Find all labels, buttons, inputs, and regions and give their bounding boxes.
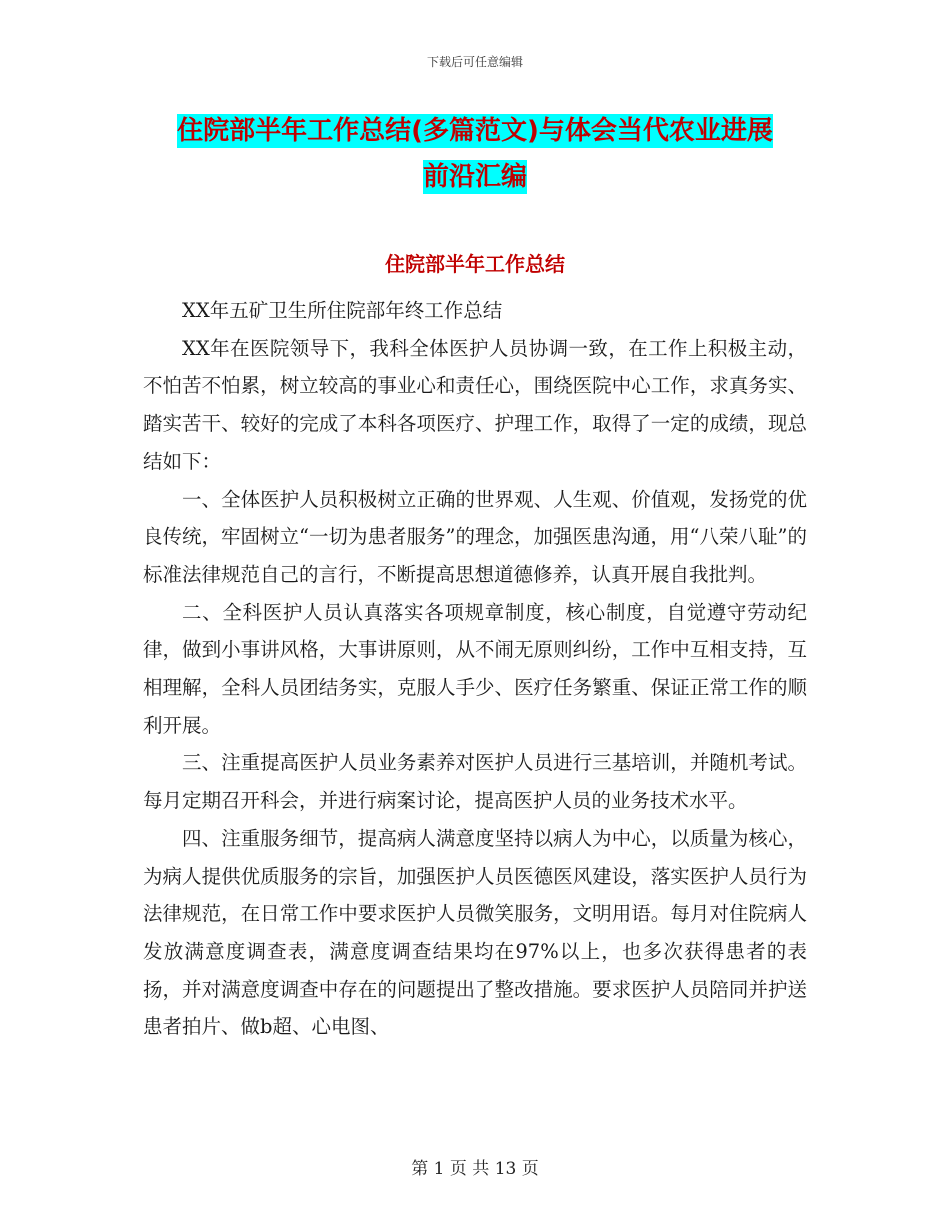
page-number: 第 1 页 共 13 页 bbox=[411, 1159, 539, 1179]
paragraph-item-3: 三、注重提高医护人员业务素养对医护人员进行三基培训，并随机考试。每月定期召开科会，并进行病案讨论，提高医护人员的业务技术水平。 bbox=[143, 751, 807, 813]
section-title: 住院部半年工作总结 bbox=[385, 252, 565, 276]
paragraph-item-1: 一、全体医护人员积极树立正确的世界观、人生观、价值观，发扬党的优良传统，牢固树立“一切为患者服务”的理念，加强医患沟通，用“八荣八耻”的标准法律规范自己的言行，不断提高思想道德修养，认真开展自我批判。 bbox=[143, 487, 807, 586]
page-header-note: 下载后可任意编辑 bbox=[426, 55, 523, 69]
paragraph-item-4: 四、注重服务细节，提高病人满意度坚持以病人为中心，以质量为核心，为病人提供优质服务的宗旨，加强医护人员医德医风建设，落实医护人员行为法律规范，在日常工作中要求医护人员微笑服务，文明用语。每月对住院病人发放满意度调查表，满意度调查结果均在97%以上，也多次获得患者的表扬，并对满意度调查中存在的问题提出了整改措施。要求医护人员陪同并护送患者拍片、做b超、心电图、 bbox=[143, 826, 807, 1039]
paragraph-item-2: 二、全科医护人员认真落实各项规章制度，核心制度，自觉遵守劳动纪律，做到小事讲风格，大事讲原则，从不闹无原则纠纷，工作中互相支持，互相理解，全科人员团结务实，克服人手少、医疗任务繁重、保证正常工作的顺利开展。 bbox=[143, 600, 807, 737]
paragraph-intro: XX年在医院领导下，我科全体医护人员协调一致，在工作上积极主动，不怕苦不怕累，树立较高的事业心和责任心，围绕医院中心工作，求真务实、踏实苦干、较好的完成了本科各项医疗、护理工作，取得了一定的成绩，现总结如下： bbox=[143, 336, 807, 473]
document-body bbox=[143, 292, 807, 1046]
document-title-line-1: 住院部半年工作总结(多篇范文)与体会当代农业进展 bbox=[177, 116, 773, 146]
document-title-line-2: 前沿汇编 bbox=[422, 162, 527, 192]
document-title bbox=[0, 108, 950, 200]
paragraph-subtitle: XX年五矿卫生所住院部年终工作总结 bbox=[182, 299, 503, 322]
